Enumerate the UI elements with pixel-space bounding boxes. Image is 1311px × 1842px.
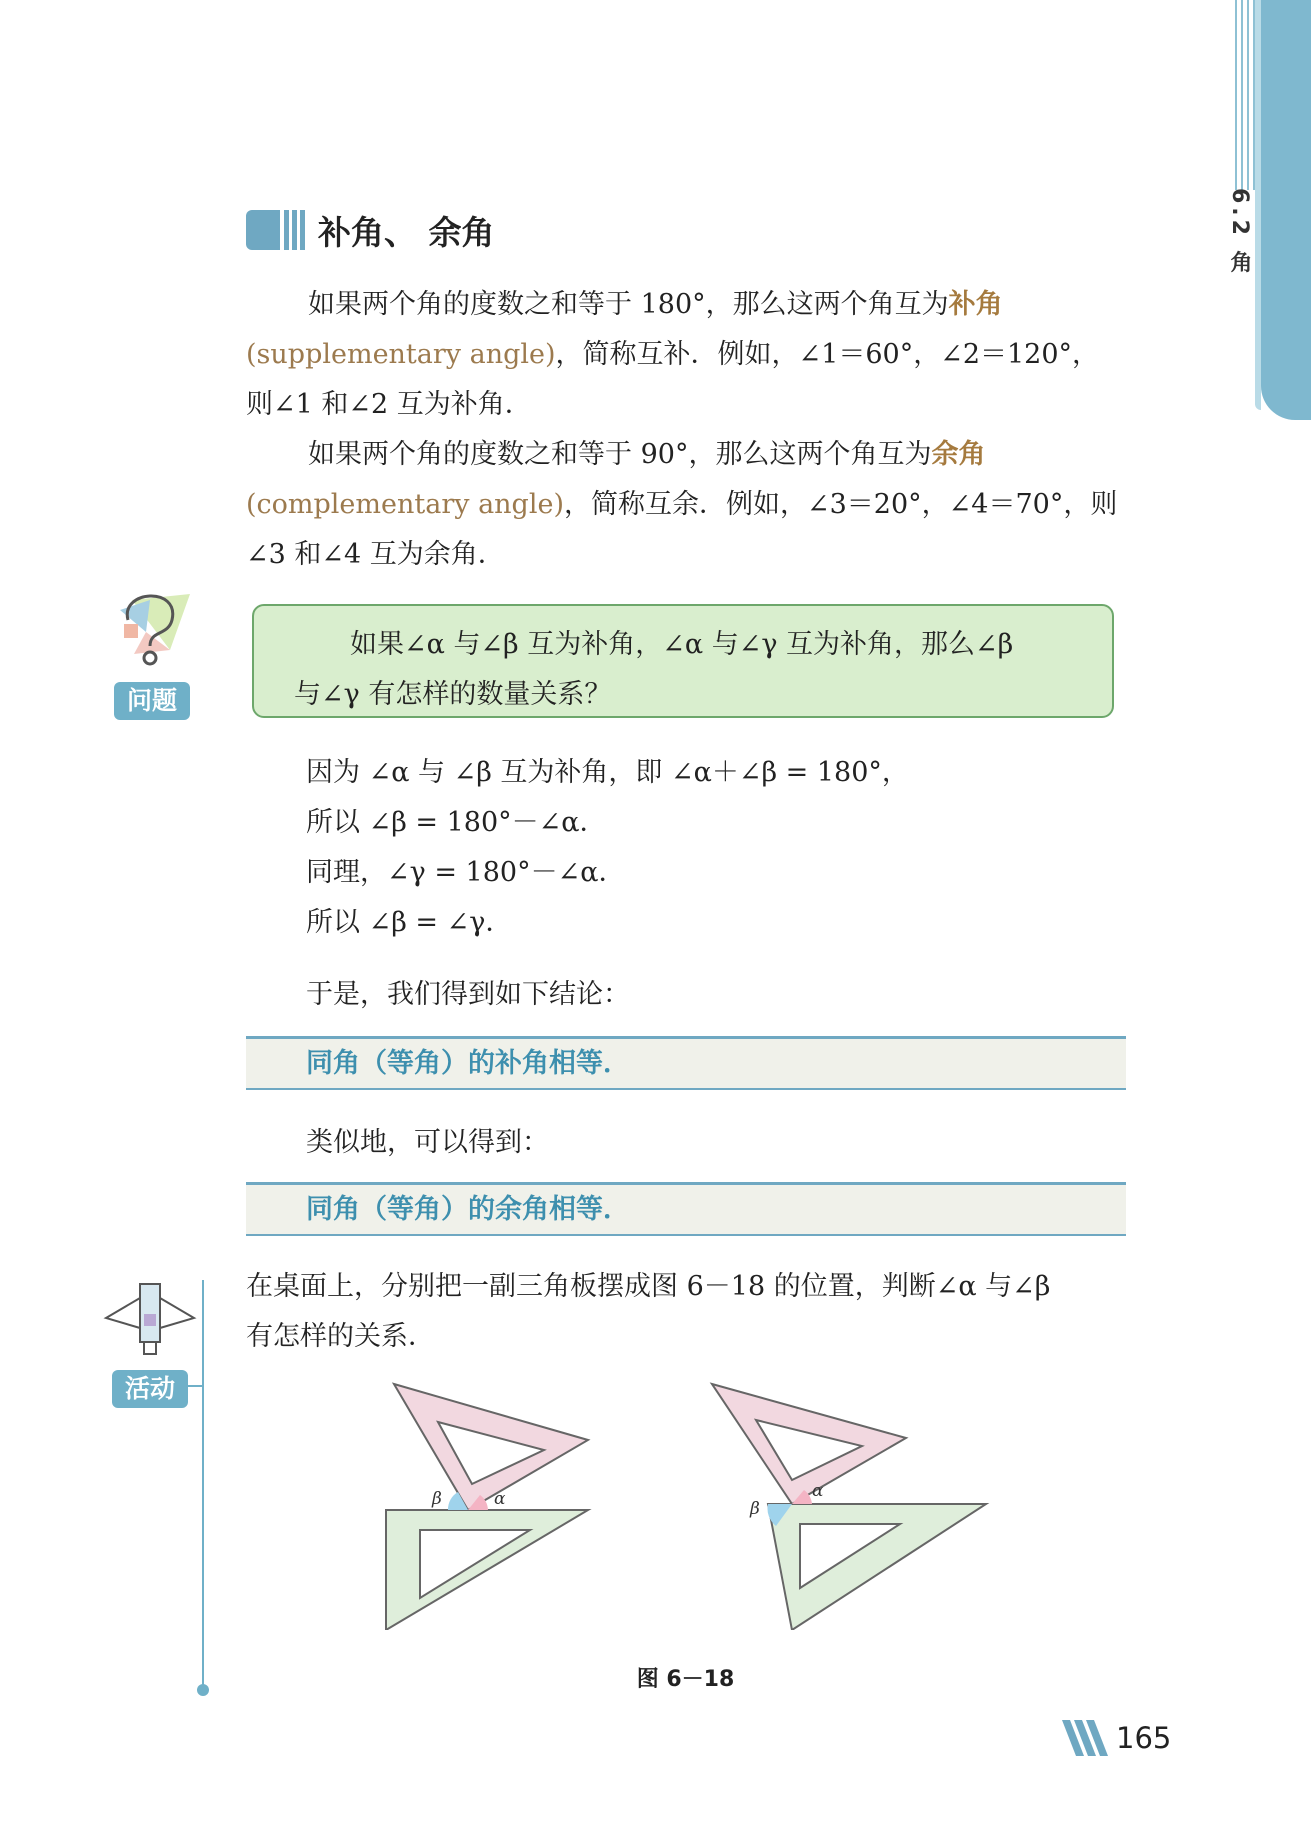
activity-vertical-line <box>202 1280 204 1690</box>
question-line-1: 如果∠α 与∠β 互为补角，∠α 与∠γ 互为补角，那么∠β <box>350 629 1014 660</box>
alpha-label-left: α <box>494 1489 506 1509</box>
english-complementary: (complementary angle) <box>246 489 564 520</box>
term-complementary: 余角 <box>931 439 986 470</box>
paragraph-supplementary <box>246 280 1126 430</box>
conclusion-supplementary: 同角（等角）的补角相等． <box>246 1036 1126 1090</box>
section-title: 补角、 余角 <box>318 212 495 252</box>
page-number-text: 165 <box>1116 1721 1172 1755</box>
figure-caption: 图 6－18 <box>636 1667 735 1692</box>
para1-text-b: ，简称互补．例如，∠1＝60°，∠2＝120°，则∠1 和∠2 互为补角． <box>246 339 1100 420</box>
beta-label-left: β <box>432 1489 442 1509</box>
section-bars-icon <box>246 210 306 250</box>
para2-text-a: 如果两个角的度数之和等于 90°，那么这两个角互为 <box>308 439 932 470</box>
set-square-figure-right <box>700 1380 990 1630</box>
term-supplementary: 补角 <box>948 289 1003 320</box>
activity-line-2: 有怎样的关系． <box>246 1321 435 1352</box>
proof-line-3: 同理，∠γ = 180°－∠α． <box>306 857 626 888</box>
question-tag: 问题 <box>114 682 190 720</box>
proof-line-1: 因为 ∠α 与 ∠β 互为补角，即 ∠α＋∠β = 180°， <box>306 757 909 788</box>
conclusion-intro: 于是，我们得到如下结论： <box>306 979 630 1010</box>
question-line-2: 与∠γ 有怎样的数量关系？ <box>294 679 612 710</box>
chapter-label: 6.2 角 <box>1227 188 1252 277</box>
question-box <box>252 604 1114 718</box>
conclusion-complementary: 同角（等角）的余角相等． <box>246 1182 1126 1236</box>
para1-text-a: 如果两个角的度数之和等于 180°，那么这两个角互为 <box>308 289 949 320</box>
alpha-label-right: α <box>812 1481 824 1501</box>
para2-text-b: ，简称互余．例如，∠3＝20°，∠4＝70°，则∠3 和∠4 互为余角． <box>246 489 1118 570</box>
activity-tick <box>186 1385 204 1387</box>
beta-label-right: β <box>750 1499 760 1519</box>
page-slashes-icon <box>1062 1720 1112 1756</box>
section-heading <box>246 210 495 250</box>
chapter-side-tab <box>1261 0 1311 420</box>
proof-line-2: 所以 ∠β = 180°－∠α． <box>306 807 607 838</box>
proof-line-4: 所以 ∠β = ∠γ． <box>306 907 513 938</box>
english-supplementary: (supplementary angle) <box>246 339 556 370</box>
paragraph-complementary <box>246 430 1126 580</box>
activity-tag: 活动 <box>112 1370 188 1408</box>
page-number <box>1062 1720 1171 1756</box>
set-square-figure-left <box>380 1380 600 1630</box>
activity-icon <box>100 1278 200 1362</box>
activity-line-1: 在桌面上，分别把一副三角板摆成图 6－18 的位置，判断∠α 与∠β <box>246 1271 1051 1302</box>
question-mark-icon <box>110 580 196 666</box>
similar-intro: 类似地，可以得到： <box>306 1127 549 1158</box>
